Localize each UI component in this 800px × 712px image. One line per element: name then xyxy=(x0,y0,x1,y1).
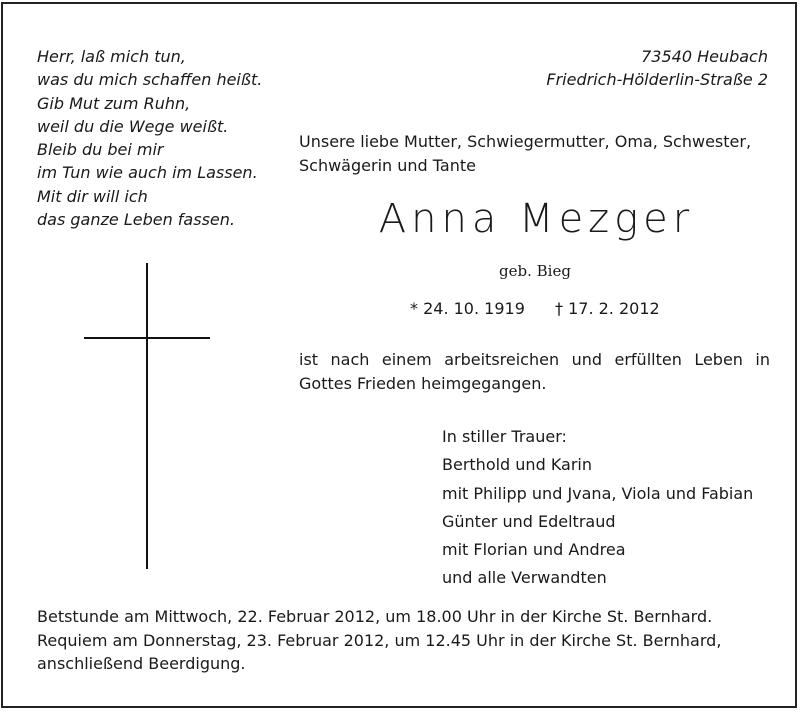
deceased-name: Anna Mezger xyxy=(378,196,695,242)
poem-line: das ganze Leben fassen. xyxy=(37,210,235,230)
mourner-line: und alle Verwandten xyxy=(442,568,607,588)
passing-text: ist nach einem arbeitsreichen und erfüllten Leben in Gottes Frieden heimgegangen. xyxy=(299,350,770,393)
poem-line: Mit dir will ich xyxy=(37,186,148,206)
birth-date: * 24. 10. 1919 xyxy=(410,299,525,318)
mourner-line: mit Florian und Andrea xyxy=(442,540,626,560)
mourners-list xyxy=(442,423,753,593)
poem-line: was du mich schaffen heißt. xyxy=(37,70,263,90)
poem-line: Bleib du bei mir xyxy=(37,140,164,160)
address-line-1: 73540 Heubach xyxy=(641,47,768,66)
mourner-line: Berthold und Karin xyxy=(442,455,592,475)
address xyxy=(546,45,768,92)
mourners-heading: In stiller Trauer: xyxy=(442,427,567,446)
service-info xyxy=(37,605,772,676)
intro-text: Unsere liebe Mutter, Schwiegermutter, Oma, Schwester, Schwägerin und Tante xyxy=(299,132,752,175)
mourner-line: Günter und Edeltraud xyxy=(442,511,616,531)
poem-line: Gib Mut zum Ruhn, xyxy=(37,93,191,113)
death-date: † 17. 2. 2012 xyxy=(555,299,660,318)
maiden-name: geb. Bieg xyxy=(499,262,571,280)
poem-line: im Tun wie auch im Lassen. xyxy=(37,163,258,183)
mourner-line: mit Philipp und Jvana, Viola und Fabian xyxy=(442,483,754,503)
service-line: Betstunde am Mittwoch, 22. Februar 2012, um 18.00 Uhr in der Kirche St. Bernhard. xyxy=(37,607,713,626)
poem-line: Herr, laß mich tun, xyxy=(37,47,186,66)
poem xyxy=(37,45,262,231)
poem-line: weil du die Wege weißt. xyxy=(37,116,229,136)
cross-icon-bar xyxy=(84,337,210,339)
cross-icon xyxy=(146,263,148,569)
service-line: anschließend Beerdigung. xyxy=(37,654,246,673)
service-line: Requiem am Donnerstag, 23. Februar 2012, um 12.45 Uhr in der Kirche St. Bernhard, xyxy=(37,630,722,650)
address-line-2: Friedrich-Hölderlin-Straße 2 xyxy=(546,70,768,90)
